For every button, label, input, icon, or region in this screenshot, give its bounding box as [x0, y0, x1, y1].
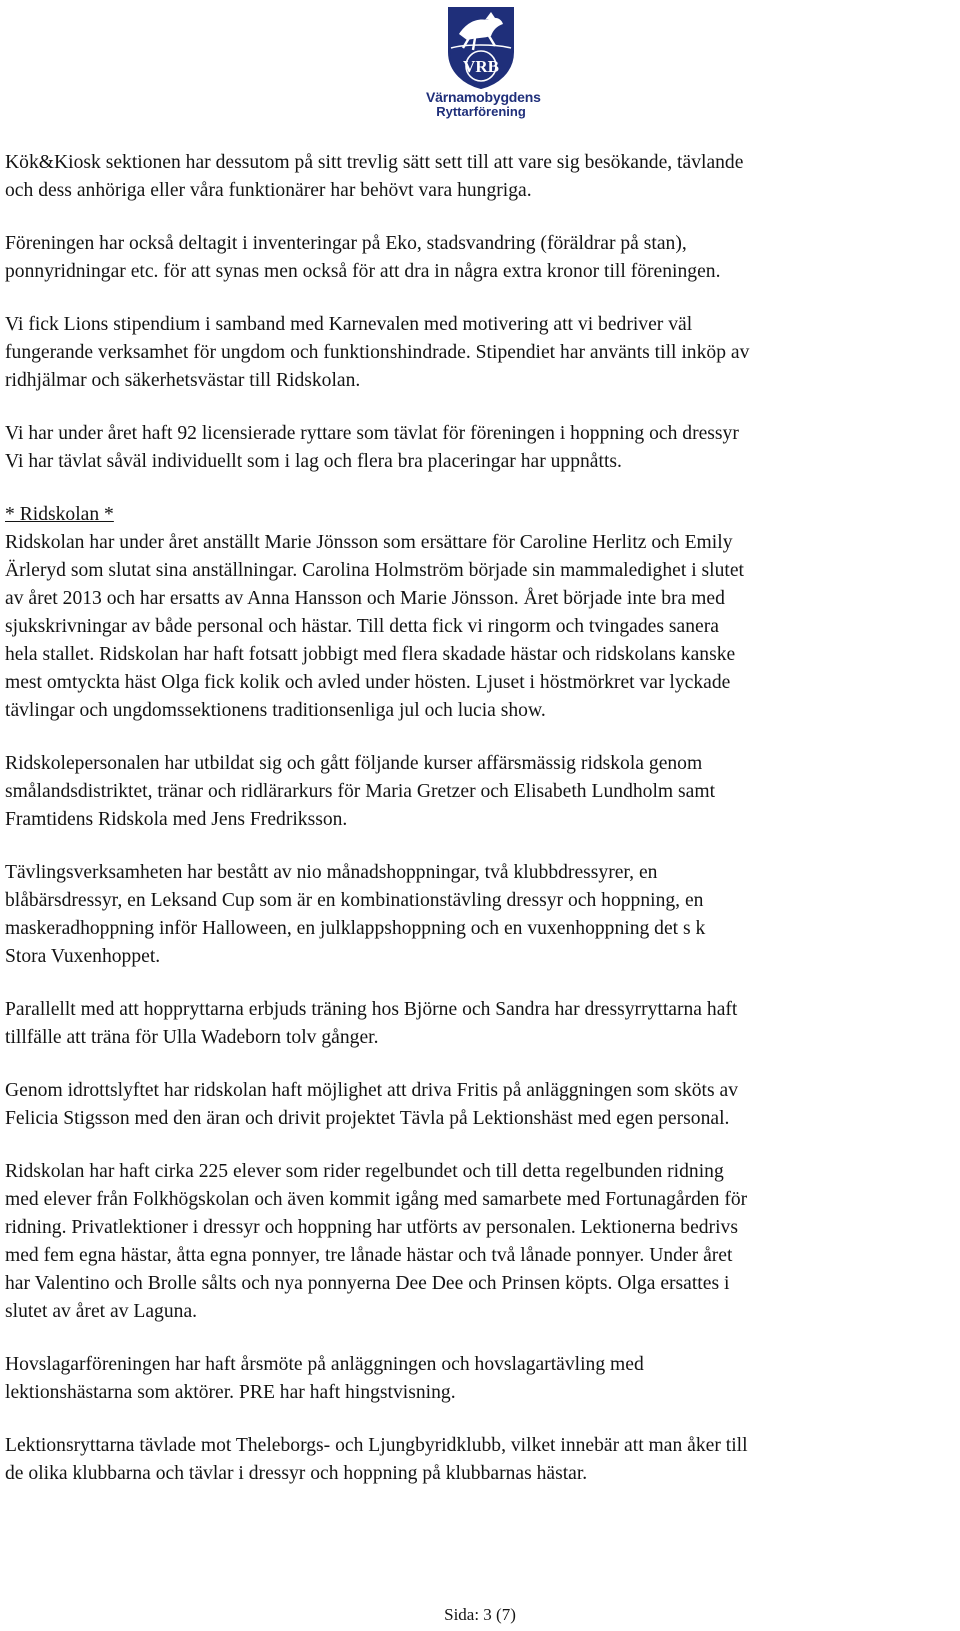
club-emblem-icon — [445, 4, 517, 90]
paragraph-competitions: Tävlingsverksamheten har bestått av nio månadshoppningar, två klubbdressyrer, en blåbärsdressyr, en Leksand Cup som är en kombinationstävling dressyr och hoppning, en maskeradhoppning inför Halloween, en julklappshoppning och en vuxenhoppning det s k Stora Vuxenhoppet. — [5, 862, 706, 967]
svg-text:VRB: VRB — [463, 57, 499, 76]
section-ridskolan: * Ridskolan * Ridskolan har under året anställt Marie Jönsson som ersättare för Caroline Herlitz och Emily Ärleryd som slutat sina anställningar. Carolina Holmström började sin mammaledighet i slutet av året 2013 och har ersatts av Anna Hansson och Marie Jönsson. Året började inte bra med sjukskrivningar av både personal och hästar. Till detta fick vi ringorm och tvingades sanera hela stallet. Ridskolan har haft fotsatt jobbigt med flera skadade hästar och ridskolans kanske mest omtyckta häst Olga fick kolik och avled under hösten. Ljuset i höstmörkret var lyckade tävlingar och ungdomssektionens traditionsenliga jul och lucia show. — [5, 504, 744, 721]
paragraph-training: Parallellt med att hoppryttarna erbjuds träning hos Björne och Sandra har dressyrryttarna haft tillfälle att träna för Ulla Wadeborn tolv gånger. — [5, 999, 738, 1048]
paragraph-students: Ridskolan har haft cirka 225 elever som rider regelbundet och till detta regelbunden ridning med elever från Folkhögskolan och även kommit igång med samarbete med Fortunagården för ridning. Privatlektioner i dressyr och hoppning har utförts av personalen. Lektionerna bedrivs med fem egna hästar, åtta egna ponnyer, tre lånade hästar och två lånade ponnyer. Under året har Valentino och Brolle sålts och nya ponnyerna Dee Dee och Prinsen köpts. Olga ersattes i slutet av året av Laguna. — [5, 1161, 748, 1322]
paragraph-lesson-riders: Lektionsryttarna tävlade mot Theleborgs- och Ljungbyridklubb, vilket innebär att man åker till de olika klubbarna och tävlar i dressyr och hoppning på klubbarnas hästar. — [5, 1435, 748, 1484]
paragraph-staff-courses: Ridskolepersonalen har utbildat sig och gått följande kurser affärsmässig ridskola genom smålandsdistriktet, tränar och ridlärarkurs för Maria Gretzer och Elisabeth Lundholm samt Framtidens Ridskola med Jens Fredriksson. — [5, 753, 716, 830]
paragraph-lions-scholarship: Vi fick Lions stipendium i samband med Karnevalen med motivering att vi bedriver väl fungerande verksamhet för ungdom och funktionshindrade. Stipendiet har använts till inköp av ridhjälmar och säkerhetsvästar till Ridskolan. — [5, 314, 750, 391]
logo-name-line2: Ryttarförening — [436, 104, 526, 119]
paragraph-kiosk: Kök&Kiosk sektionen har dessutom på sitt trevlig sätt sett till att vare sig besökande, tävlande och dess anhöriga eller våra funktionärer har behövt vara hungriga. — [5, 152, 744, 201]
document-body — [5, 149, 955, 1513]
page-number: Sida: 3 (7) — [444, 1605, 516, 1624]
paragraph-inventory: Föreningen har också deltagit i inventeringar på Eko, stadsvandring (föräldrar på stan), ponnyridningar etc. för att synas men också för att dra in några extra kronor till föreningen. — [5, 233, 721, 282]
paragraph-farriers: Hovslagarföreningen har haft årsmöte på anläggningen och hovslagartävling med lektionshästarna som aktörer. PRE har haft hingstvisning. — [5, 1354, 644, 1403]
club-logo — [426, 4, 541, 126]
section-heading: * Ridskolan * — [5, 504, 114, 525]
paragraph-licensed-riders: Vi har under året haft 92 licensierade ryttare som tävlat för föreningen i hoppning och dressyr Vi har tävlat såväl individuellt som i lag och flera bra placeringar har uppnåtts. — [5, 423, 739, 472]
paragraph-idrottslyftet: Genom idrottslyftet har ridskolan haft möjlighet att driva Fritis på anläggningen som sköts av Felicia Stigsson med den äran och drivit projektet Tävla på Lektionshäst med egen personal. — [5, 1080, 739, 1129]
logo-name-line1: Värnamobygdens — [426, 89, 541, 105]
